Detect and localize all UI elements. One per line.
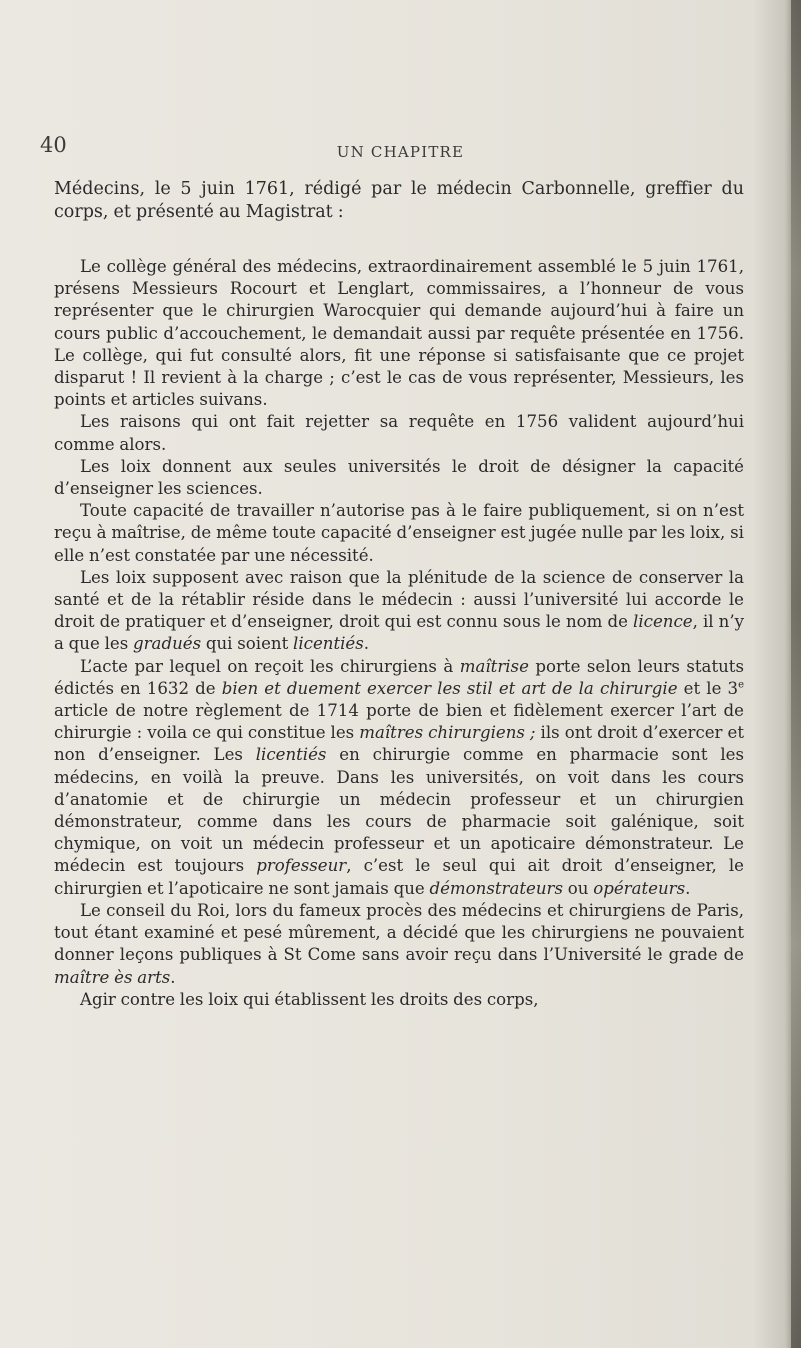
italic-term: maîtrise (459, 656, 529, 676)
intro-paragraph (54, 178, 744, 224)
running-head: UN CHAPITRE (336, 143, 465, 161)
intro-text: Médecins, le 5 juin 1761, rédigé par le médecin Carbonnelle, greffier du corps, et présenté au Magistrat : (54, 179, 744, 222)
paragraph-5: Les loix supposent avec raison que la plénitude de la science de conserver la santé et de la rétablir réside dans le médecin : aussi l’université lui accorde le droit de pratiquer et d’enseigner, droit qui est connu sous le nom de licence, il n’y a que les gradués qui soient licentiés. (54, 567, 744, 654)
paragraph-3: Les loix donnent aux seules universités le droit de désigner la capacité d’enseigner les sciences. (54, 456, 744, 499)
italic-term: licentiés (255, 745, 327, 765)
page-edge-shadow (791, 0, 801, 1348)
paragraph-1: Le collège général des médecins, extraordinairement assemblé le 5 juin 1761, présens Messieurs Rocourt et Lenglart, commissaires, a l’honneur de vous représenter que le chirurgien Warocquier qui demande aujourd’hui à faire un cours public d’accouchement, le demandait aussi par requête présentée en 1756. Le collège, qui fut consulté alors, fit une réponse si satisfaisante que ce projet disparut ! Il revient à la charge ; c’est le cas de vous représenter, Messieurs, les points et articles suivans. (54, 257, 744, 410)
paragraph-7: Le conseil du Roi, lors du fameux procès des médecins et chirurgiens de Paris, tout étant examiné et pesé mûrement, a décidé que les chirurgiens ne pouvaient donner leçons publiques à St Come sans avoir reçu dans l’Université le grade de maître ès arts. (54, 900, 744, 987)
italic-term: gradués (133, 634, 202, 654)
italic-term: licentiés (293, 634, 364, 654)
paragraph-4: Toute capacité de travailler n’autorise pas à le faire publiquement, si on n’est reçu à maîtrise, de même toute capacité d’enseigner est jugée nulle par les loix, si elle n’est constatée par une nécessité. (54, 501, 744, 565)
page-number: 40 (40, 133, 67, 157)
italic-term: opérateurs (593, 878, 686, 898)
italic-term: maîtres chirurgiens ; (359, 723, 536, 743)
italic-term: licence (633, 612, 693, 632)
italic-term: professeur (256, 856, 347, 876)
paragraph-2: Les raisons qui ont fait rejetter sa requête en 1756 valident aujourd’hui comme alors. (54, 412, 744, 454)
italic-term: bien et duement exercer les stil et art de la chirurgie (221, 678, 678, 698)
quoted-memorandum (54, 256, 744, 1011)
superscript: e (738, 679, 745, 691)
italic-term: maître ès arts (54, 967, 171, 987)
paragraph-8: Agir contre les loix qui établissent les droits des corps, (80, 989, 539, 1009)
italic-term: démonstrateurs (429, 878, 563, 898)
paragraph-6: L’acte par lequel on reçoit les chirurgiens à maîtrise porte selon leurs statuts édictés en 1632 de bien et duement exercer les stil et art de la chirurgie et le 3e article de notre règlement de 1714 porte de bien et fidèlement exercer l’art de chirurgie : voila ce qui constitue les maîtres chirurgiens ; ils ont droit d’exercer et non d’enseigner. Les licentiés en chirurgie comme en pharmacie sont les médecins, en voilà la preuve. Dans les universités, on voit dans les cours d’anatomie et de chirurgie un médecin professeur et un chirurgien démonstrateur, comme dans les cours de pharmacie soit galénique, soit chymique, on voit un médecin professeur et un apoticaire démonstrateur. Le médecin est toujours professeur, c’est le seul qui ait droit d’enseigner, le chirurgien et l’apoticaire ne sont jamais que démonstrateurs ou opérateurs. (54, 656, 745, 898)
